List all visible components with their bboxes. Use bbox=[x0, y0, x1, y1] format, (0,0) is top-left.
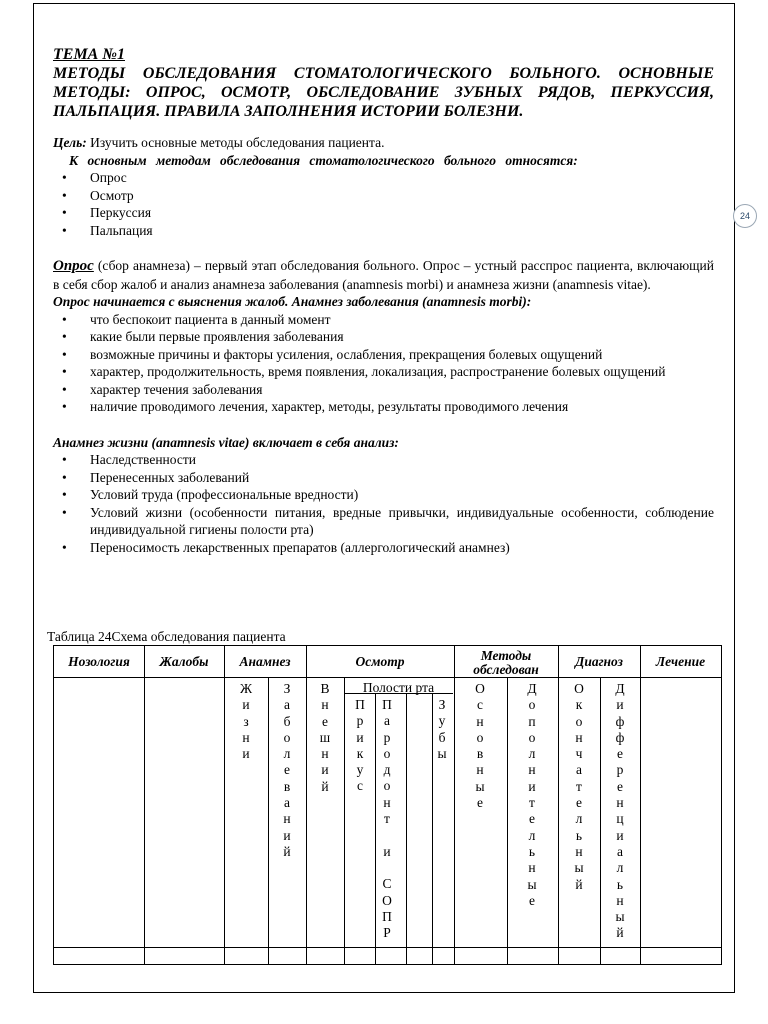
header-exam: Осмотр bbox=[355, 653, 405, 669]
anamnesis-life-label bbox=[240, 681, 252, 762]
vertical-label-text: В н е ш н и й bbox=[319, 681, 331, 794]
patient-exam-table bbox=[53, 645, 722, 965]
oral-cavity-header: Полости рта bbox=[362, 680, 435, 695]
list-item: • какие были первые проявления заболевания bbox=[53, 328, 714, 346]
list-item: • Перкуссия bbox=[53, 204, 714, 222]
list-item: • Пальпация bbox=[53, 222, 714, 240]
morbi-list bbox=[53, 311, 714, 416]
goal-line bbox=[53, 134, 714, 152]
anamnesis-paragraph bbox=[53, 257, 714, 293]
main-methods-list bbox=[53, 169, 714, 239]
main-methods-intro: К основным методам обследования стоматологического больного относятся: bbox=[69, 152, 578, 168]
table-column-divider bbox=[454, 646, 455, 964]
table-subcolumn-divider bbox=[432, 693, 433, 964]
vertical-label-text: О с н о в н ы е bbox=[475, 681, 485, 811]
list-item: • Условий жизни (особенности питания, вредные привычки, индивидуальные особенности, соблюдение индивидуальной гигиены полости рта) bbox=[53, 504, 714, 539]
vertical-label-text: Д о п о л н и т е л ь н ы е bbox=[527, 681, 537, 908]
goal-text: Изучить основные методы обследования пациента. bbox=[86, 135, 385, 150]
vertical-label-text: З а б о л е в а н и й bbox=[283, 681, 291, 859]
anamnesis-diseases-label bbox=[281, 681, 293, 860]
table-subcolumn-divider bbox=[507, 677, 508, 964]
table-column-divider bbox=[144, 646, 145, 964]
vertical-label-text: П а р о д о н т и С О П Р bbox=[382, 697, 392, 941]
goal-label: Цель: bbox=[53, 135, 87, 150]
list-item: • Наследственности bbox=[53, 451, 714, 469]
vertical-label-text: О к о н ч а т е л ь н ы й bbox=[574, 681, 584, 892]
vertical-label-text: Ж и з н и bbox=[240, 681, 253, 762]
list-item: • возможные причины и факторы усиления, ослабления, прекращения болевых ощущений bbox=[53, 346, 714, 364]
diagnosis-final-label bbox=[573, 681, 585, 893]
exam-periodont-label bbox=[381, 697, 393, 941]
list-item: • характер, продолжительность, время появления, локализация, распространение болевых ощущений bbox=[53, 363, 714, 381]
list-item: • Осмотр bbox=[53, 187, 714, 205]
table-subcolumn-divider bbox=[375, 693, 376, 964]
table-column-divider bbox=[558, 646, 559, 964]
table-bottom-row-divider bbox=[54, 947, 721, 948]
vertical-label-text: П р и к у с bbox=[355, 697, 365, 794]
exam-teeth-label bbox=[436, 697, 448, 762]
vertical-label-text: З у б ы bbox=[437, 697, 447, 761]
topic-title: МЕТОДЫ ОБСЛЕДОВАНИЯ СТОМАТОЛОГИЧЕСКОГО БОЛЬНОГО. ОСНОВНЫЕ МЕТОДЫ: ОПРОС, ОСМОТР, ОБСЛЕДОВАНИЕ ЗУБНЫХ РЯДОВ, ПЕРКУССИЯ, ПАЛЬПАЦИЯ. ПРАВИЛА ЗАПОЛНЕНИЯ ИСТОРИИ БОЛЕЗНИ. bbox=[53, 65, 714, 120]
header-diagnosis: Диагноз bbox=[575, 653, 623, 669]
table-header-divider bbox=[54, 677, 721, 678]
topic-label: ТЕМА №1 bbox=[53, 46, 125, 63]
table-column-divider bbox=[640, 646, 641, 964]
vertical-label-text: Д и ф ф е р е н ц и а л ь н ы й bbox=[615, 681, 625, 941]
header-methods: Методы обследован bbox=[473, 648, 539, 677]
table-subcolumn-divider bbox=[600, 677, 601, 964]
list-item: • характер течения заболевания bbox=[53, 381, 714, 399]
table-caption: Таблица 24Схема обследования пациента bbox=[47, 629, 286, 644]
list-item: • наличие проводимого лечения, характер, методы, результаты проводимого лечения bbox=[53, 398, 714, 416]
table-subcolumn-divider bbox=[268, 677, 269, 964]
morbi-intro: Опрос начинается с выяснения жалоб. Анамнез заболевания (anamnesis morbi): bbox=[53, 294, 532, 309]
anamnesis-text: (сбор анамнеза) – первый этап обследования больного. Опрос – устный расспрос пациента, включающий в себя сбор жалоб и анализ анамнеза заболевания (anamnesis morbi) и анамнеза жизни (anamnesis vitae). bbox=[53, 258, 714, 292]
table-subcolumn-divider bbox=[406, 693, 407, 964]
list-item: • Условий труда (профессиональные вредности) bbox=[53, 486, 714, 504]
methods-basic-label bbox=[474, 681, 486, 811]
list-item: • Переносимость лекарственных препаратов (аллергологический анамнез) bbox=[53, 539, 714, 557]
list-item: • Опрос bbox=[53, 169, 714, 187]
header-treatment: Лечение bbox=[655, 653, 706, 669]
methods-additional-label bbox=[526, 681, 538, 909]
vitae-list bbox=[53, 451, 714, 556]
header-anamnesis: Анамнез bbox=[239, 653, 291, 669]
vitae-intro: Анамнез жизни (anamnesis vitae) включает в себя анализ: bbox=[53, 434, 399, 450]
table-column-divider bbox=[224, 646, 225, 964]
document-body bbox=[53, 46, 714, 556]
page-number-badge[interactable]: 24 bbox=[733, 204, 757, 228]
header-nosology: Нозология bbox=[68, 653, 130, 669]
anamnesis-title: Опрос bbox=[53, 258, 94, 274]
table-subcolumn-divider bbox=[344, 677, 345, 964]
list-item: • что беспокоит пациента в данный момент bbox=[53, 311, 714, 329]
exam-bite-label bbox=[354, 697, 366, 795]
table-column-divider bbox=[306, 646, 307, 964]
list-item: • Перенесенных заболеваний bbox=[53, 469, 714, 487]
exam-external-label bbox=[319, 681, 331, 795]
header-complaints: Жалобы bbox=[159, 653, 209, 669]
diagnosis-differential-label bbox=[614, 681, 626, 942]
